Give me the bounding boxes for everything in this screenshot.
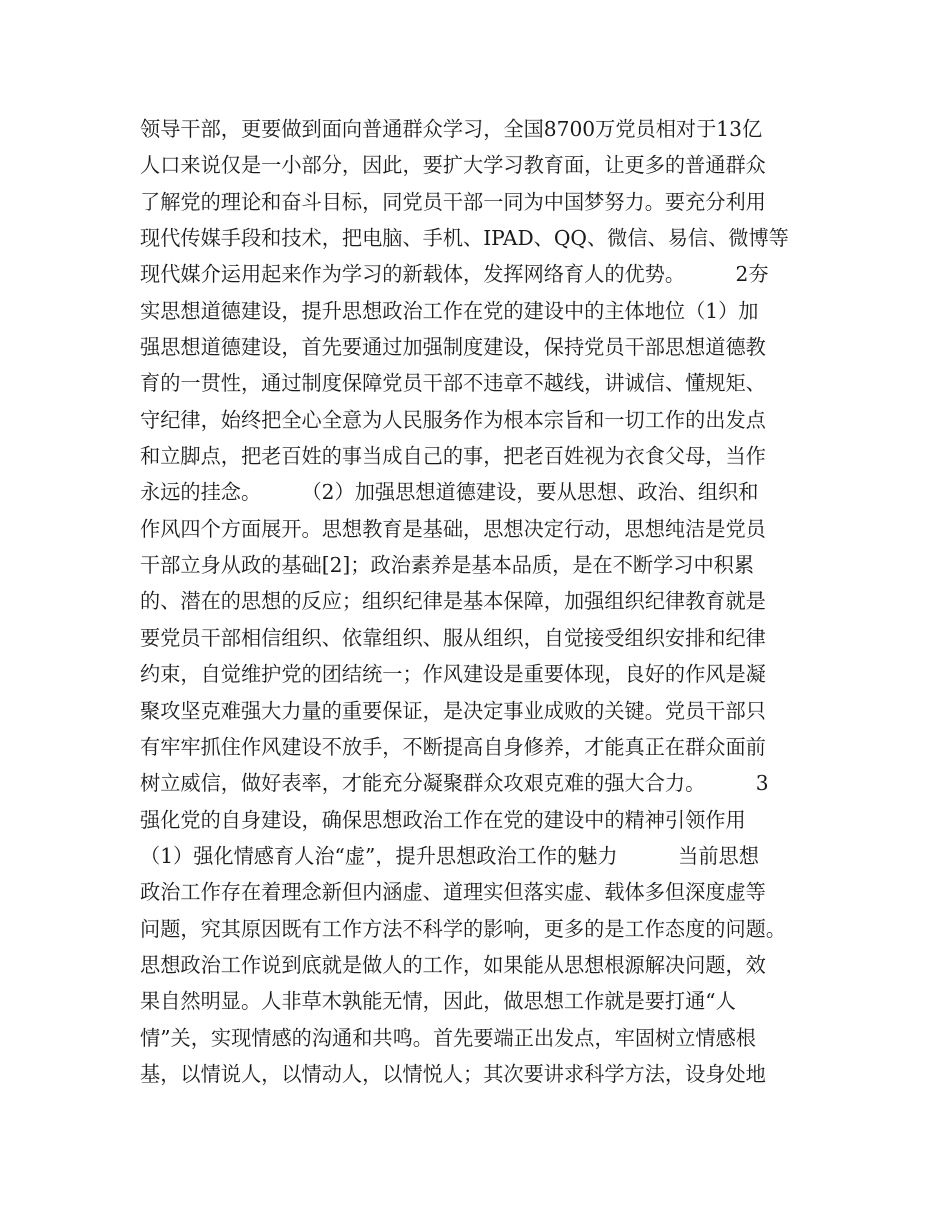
text-line: 守纪律，始终把全心全意为人民服务作为根本宗旨和一切工作的出发点 [140,407,766,432]
text-line: 现代传媒手段和技术，把电脑、手机、IPAD、QQ、微信、易信、微博等 [140,226,789,251]
text-line: 有牢牢抓住作风建设不放手，不断提高自身修养，才能真正在群众面前 [140,734,766,759]
text-line: 了解党的理论和奋斗目标，同党员干部一同为中国梦努力。要充分利用 [140,189,766,214]
text-line: 育的一贯性，通过制度保障党员干部不违章不越线，讲诚信、懂规矩、 [140,371,766,396]
text-line: 强思想道德建设，首先要通过加强制度建设，保持党员干部思想道德教 [140,335,766,360]
text-line: 果自然明显。人非草木孰能无情，因此，做思想工作就是要打通“人 [140,989,736,1014]
text-line: 领导干部，更要做到面向普通群众学习，全国8700万党员相对于13亿 [140,117,763,141]
text-line: 情”关，实现情感的沟通和共鸣。首先要端正出发点，牢固树立情感根 [140,1025,756,1050]
text-line: 人口来说仅是一小部分，因此，要扩大学习教育面，让更多的普通群众 [140,153,766,178]
text-line: 问题，究其原因既有工作方法不科学的影响，更多的是工作态度的问题。 [140,916,787,941]
text-line: 实思想道德建设，提升思想政治工作在党的建设中的主体地位（1）加 [140,298,759,323]
text-line: 现代媒介运用起来作为学习的新载体，发挥网络育人的优势。 2夯 [140,262,769,287]
text-line: 约束，自觉维护党的团结统一；作风建设是重要体现，良好的作风是凝 [140,662,766,687]
text-line: 聚攻坚克难强大力量的重要保证，是决定事业成败的关键。党员干部只 [140,698,766,723]
text-line: 的、潜在的思想的反应；组织纪律是基本保障，加强组织纪律教育就是 [140,589,766,614]
text-line: 思想政治工作说到底就是做人的工作，如果能从思想根源解决问题，效 [140,952,766,977]
text-line: 强化党的自身建设，确保思想政治工作在党的建设中的精神引领作用 [140,807,746,832]
text-line: 要党员干部相信组织、依靠组织、服从组织，自觉接受组织安排和纪律 [140,625,766,650]
text-line: 政治工作存在着理念新但内涵虚、道理实但落实虚、载体多但深度虚等 [140,880,766,905]
text-line: 干部立身从政的基础[2]；政治素养是基本品质，是在不断学习中积累 [140,553,755,578]
text-line: 和立脚点，把老百姓的事当成自己的事，把老百姓视为衣食父母，当作 [140,444,766,469]
text-line: 基，以情说人，以情动人，以情悦人；其次要讲求科学方法，设身处地 [140,1061,766,1086]
body-text [140,111,830,1092]
text-line: 作风四个方面展开。思想教育是基础，思想决定行动，思想纯洁是党员 [140,516,766,541]
text-line: 永远的挂念。 （2）加强思想道德建设，要从思想、政治、组织和 [140,480,759,505]
text-line: 树立威信，做好表率，才能充分凝聚群众攻艰克难的强大合力。 3 [140,771,769,796]
text-line: （1）强化情感育人治“虚”，提升思想政治工作的魅力 当前思想 [140,843,759,868]
